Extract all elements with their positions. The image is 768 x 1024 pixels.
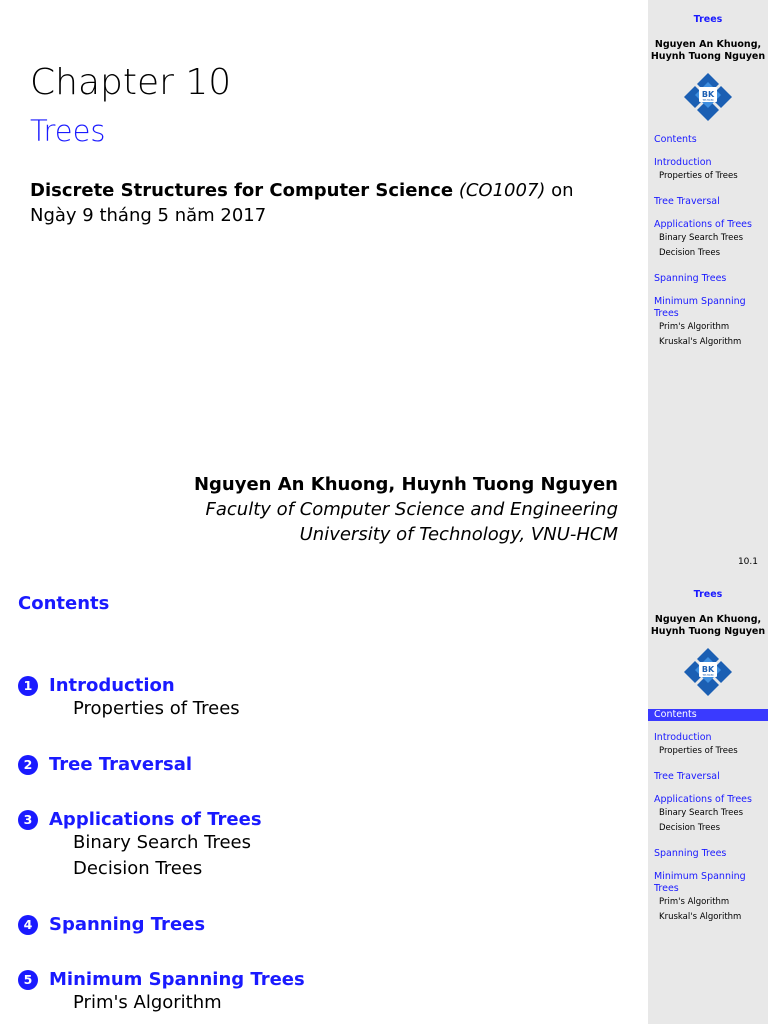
toc-subitem[interactable]: Prim's Algorithm xyxy=(73,992,222,1013)
sidebar-subitem-kruskal[interactable]: Kruskal's Algorithm xyxy=(659,337,742,347)
sidebar-item-spanning[interactable]: Spanning Trees xyxy=(654,847,727,859)
sidebar-item-tree-traversal[interactable]: Tree Traversal xyxy=(654,195,720,207)
toc-label: Spanning Trees xyxy=(49,914,206,935)
sidebar-item-contents[interactable]: Contents xyxy=(654,134,697,145)
sidebar-subitem-decision[interactable]: Decision Trees xyxy=(659,248,721,258)
sidebar-subitem-decision[interactable]: Decision Trees xyxy=(659,823,721,833)
toc-list xyxy=(18,675,305,1016)
sidebar-author-1: Nguyen An Khuong, xyxy=(654,614,762,625)
sidebar-item-applications[interactable]: Applications of Trees xyxy=(654,218,752,230)
sidebar-nav xyxy=(648,134,768,351)
sidebar-subitem-properties[interactable]: Properties of Trees xyxy=(659,746,738,756)
course-line xyxy=(30,178,620,228)
university-name: University of Technology, VNU-HCM xyxy=(299,524,618,545)
sidebar-item-applications[interactable]: Applications of Trees xyxy=(654,793,752,805)
course-code: (CO1007) xyxy=(458,180,546,201)
toc-item-introduction[interactable] xyxy=(18,675,305,696)
number-badge: 3 xyxy=(18,810,38,830)
sidebar-author-2: Huynh Tuong Nguyen xyxy=(650,626,766,637)
toc-item-spanning[interactable] xyxy=(18,914,305,935)
contents-slide xyxy=(0,575,768,1024)
sidebar-item-introduction[interactable]: Introduction xyxy=(654,732,712,743)
number-badge: 2 xyxy=(18,755,38,775)
sidebar-subitem-prim[interactable]: Prim's Algorithm xyxy=(659,896,730,907)
sidebar-item-tree-traversal[interactable]: Tree Traversal xyxy=(654,770,720,782)
toc-subitem[interactable]: Binary Search Trees xyxy=(73,832,252,853)
chapter-title: Chapter 10 xyxy=(30,62,232,103)
contents-heading: Contents xyxy=(18,593,110,614)
sidebar-item-mst[interactable]: Minimum Spanning Trees xyxy=(654,870,746,894)
svg-text:TP.HCM: TP.HCM xyxy=(702,673,714,677)
chapter-subtitle: Trees xyxy=(30,114,106,148)
course-name: Discrete Structures for Computer Science xyxy=(30,180,454,201)
toc-label: Introduction xyxy=(49,675,175,696)
svg-text:BK: BK xyxy=(701,90,715,99)
sidebar-subitem-prim[interactable]: Prim's Algorithm xyxy=(659,321,730,332)
slide-main xyxy=(0,0,648,575)
sidebar-item-introduction[interactable]: Introduction xyxy=(654,157,712,168)
sidebar-subitem-bst[interactable]: Binary Search Trees xyxy=(659,807,744,818)
toc-label: Applications of Trees xyxy=(49,809,262,830)
sidebar-subitem-properties[interactable]: Properties of Trees xyxy=(659,171,738,181)
sidebar-item-spanning[interactable]: Spanning Trees xyxy=(654,272,727,284)
svg-text:TP.HCM: TP.HCM xyxy=(702,98,714,102)
course-date: on Ngày 9 tháng 5 năm 2017 xyxy=(30,180,574,226)
sidebar-nav xyxy=(648,709,768,926)
toc-item-applications[interactable] xyxy=(18,809,305,830)
author-block xyxy=(194,472,618,547)
page-number: 10.1 xyxy=(737,557,758,567)
toc-subitem[interactable]: Decision Trees xyxy=(73,858,203,879)
sidebar-title[interactable]: Trees xyxy=(693,589,723,600)
author-names: Nguyen An Khuong, Huynh Tuong Nguyen xyxy=(193,474,618,495)
sidebar-item-mst[interactable]: Minimum Spanning Trees xyxy=(654,295,746,319)
number-badge: 1 xyxy=(18,676,38,696)
sidebar-subitem-bst[interactable]: Binary Search Trees xyxy=(659,232,744,243)
number-badge: 5 xyxy=(18,970,38,990)
slide-sidebar xyxy=(648,0,768,575)
toc-item-mst[interactable] xyxy=(18,969,305,990)
svg-text:BK: BK xyxy=(701,665,715,674)
sidebar-author-2: Huynh Tuong Nguyen xyxy=(650,51,766,62)
toc-label: Tree Traversal xyxy=(49,754,193,775)
slide-sidebar xyxy=(648,575,768,1024)
toc-subitem[interactable]: Properties of Trees xyxy=(73,698,240,719)
sidebar-item-contents[interactable]: Contents xyxy=(648,709,768,721)
bk-logo-icon xyxy=(682,646,734,698)
bk-logo-icon xyxy=(682,71,734,123)
sidebar-authors xyxy=(648,39,768,63)
sidebar-title[interactable]: Trees xyxy=(693,14,723,25)
sidebar-subitem-kruskal[interactable]: Kruskal's Algorithm xyxy=(659,912,742,922)
sidebar-authors xyxy=(648,614,768,638)
sidebar-author-1: Nguyen An Khuong, xyxy=(654,39,762,50)
faculty-name: Faculty of Computer Science and Engineering xyxy=(205,499,618,520)
toc-item-tree-traversal[interactable] xyxy=(18,754,305,775)
toc-label: Minimum Spanning Trees xyxy=(49,969,305,990)
number-badge: 4 xyxy=(18,915,38,935)
slide-main xyxy=(0,575,648,1024)
